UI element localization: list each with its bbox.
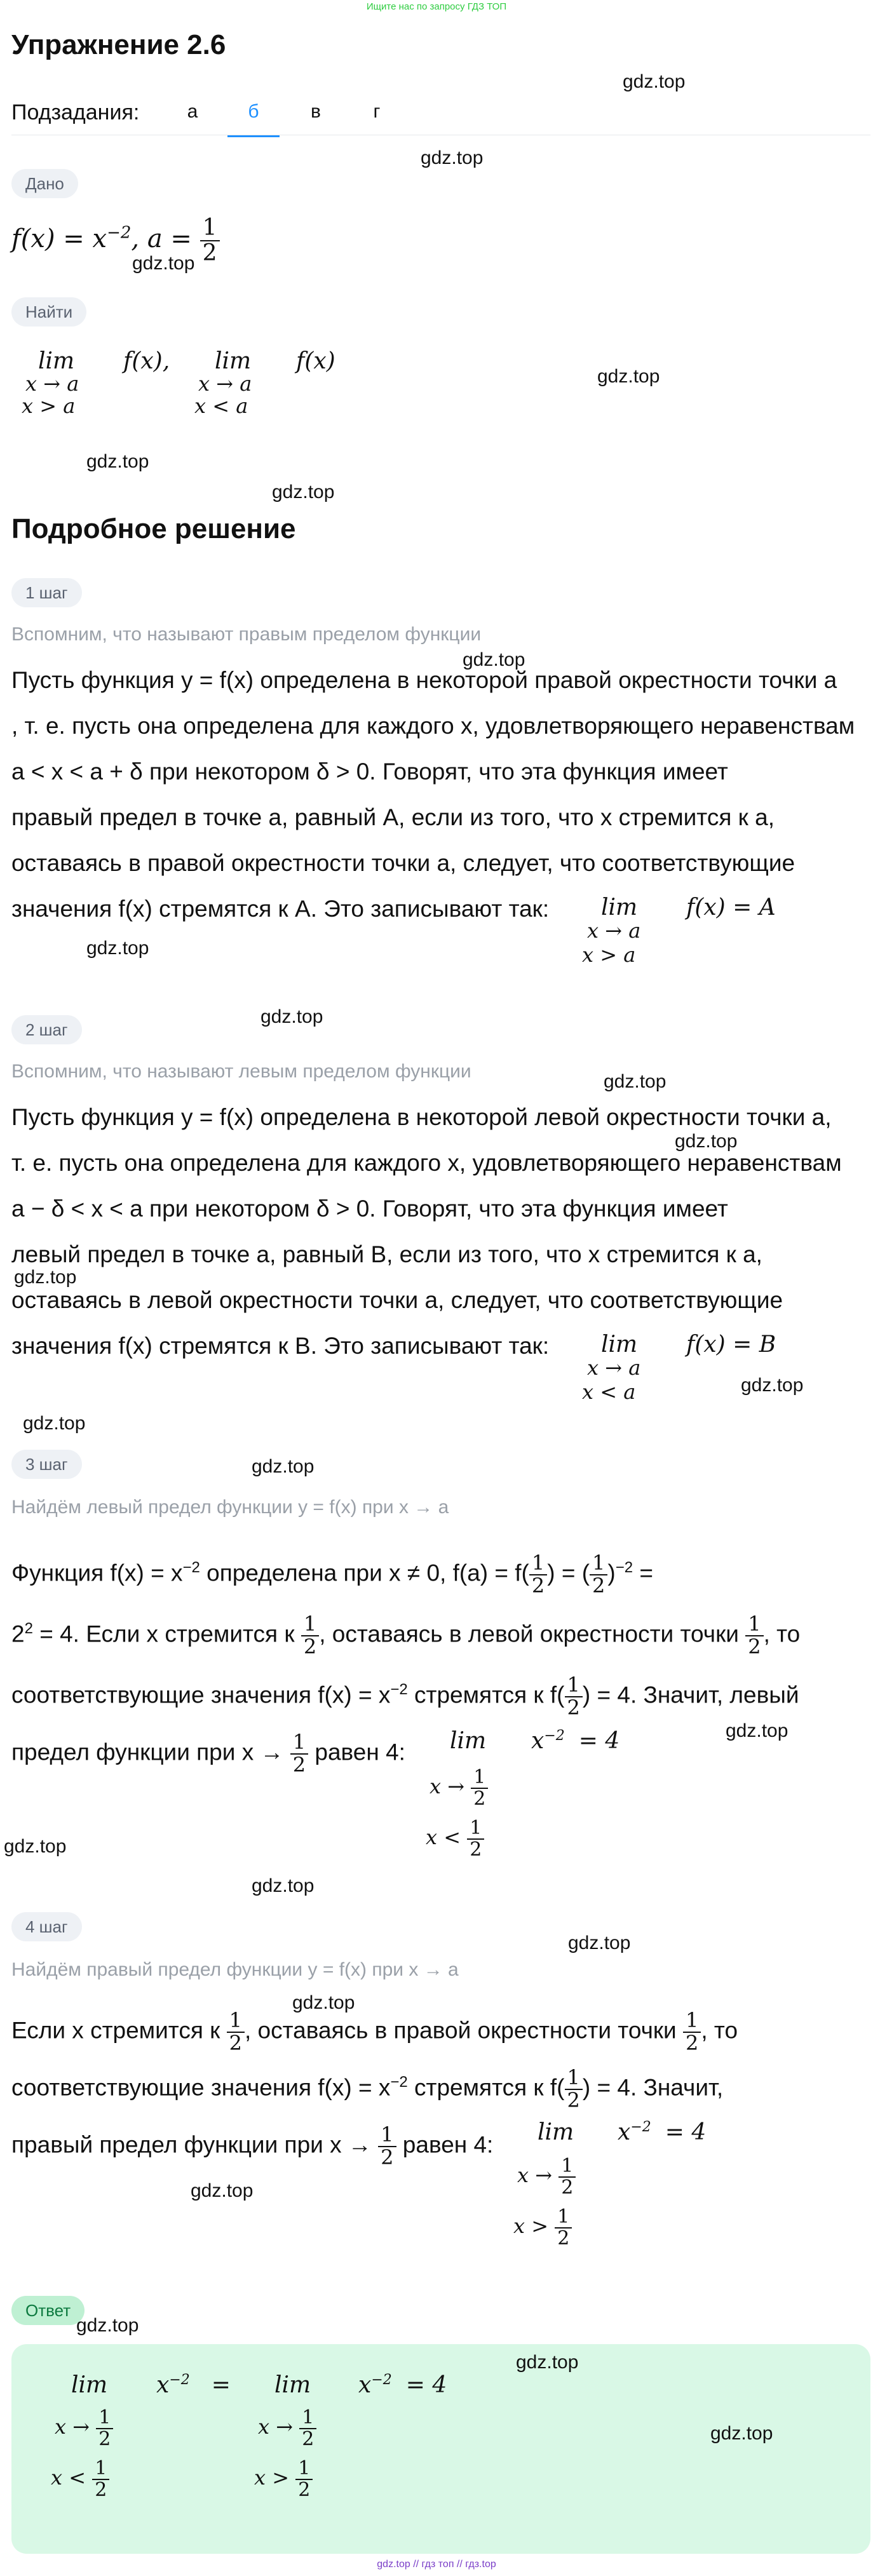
watermark: gdz.top: [604, 1071, 667, 1092]
watermark: gdz.top: [132, 253, 195, 274]
step1-line-6: значения f(x) стремятся к A. Это записывают так:: [11, 896, 550, 922]
watermark: gdz.top: [14, 1267, 77, 1288]
step3-line-4: предел функции при x → $\frac{1}{2}$ равен 4:: [11, 1730, 405, 1777]
watermark: gdz.top: [516, 2352, 579, 2373]
watermark: gdz.top: [421, 147, 484, 168]
step2-caption: Вспомним, что называют левым пределом функции: [11, 1061, 471, 1082]
fraction-half: $\frac{1}{2}$: [565, 2067, 583, 2111]
step1-lim-cond: x > a: [582, 943, 636, 967]
find-lim-1: lim: [38, 348, 75, 374]
watermark: gdz.top: [252, 1875, 315, 1896]
fraction-half: $\frac{1}{2}$: [227, 2010, 245, 2054]
step1-line-4: правый предел в точке a, равный A, если из того, что x стремится к a,: [11, 804, 775, 830]
fraction-half: $\frac{1}{2}$: [378, 2124, 396, 2168]
watermark: gdz.top: [568, 1932, 631, 1953]
step2-line-1: Пусть функция y = f(x) определена в некоторой левой окрестности точки a,: [11, 1104, 832, 1130]
step3-line-2: $2^2 = 4$. Если x стремится к $\frac{1}{2}$ , оставаясь в левой окрестности точки $\frac{1}{2}$ , то: [11, 1612, 801, 1659]
watermark: gdz.top: [741, 1375, 804, 1396]
step1-line-5: оставаясь в правой окрестности точки a, следует, что соответствующие: [11, 850, 795, 876]
tab-v[interactable]: в: [311, 101, 321, 122]
step4-line-1: Если x стремится к $\frac{1}{2}$ , оставаясь в правой окрестности точки $\frac{1}{2}$ , то: [11, 2008, 738, 2055]
step4-line-3: правый предел функции при x → $\frac{1}{2}$ равен 4:: [11, 2122, 494, 2169]
fraction-half: $\frac{1}{2}$: [745, 1614, 763, 1657]
given-fraction: $\frac{1}{2}$: [200, 216, 220, 266]
step2-line-2: т. е. пусть она определена для каждого x, удовлетворяющего неравенствам: [11, 1150, 842, 1176]
watermark: gdz.top: [292, 1992, 355, 2013]
step4-caption: Найдём правый предел функции y = f(x) при x → a: [11, 1959, 459, 1980]
fraction-half: $\frac{1}{2}$: [565, 1675, 583, 1718]
watermark: gdz.top: [261, 1006, 323, 1027]
step2-chip: 2 шаг: [11, 1015, 82, 1044]
step3-chip: 3 шаг: [11, 1450, 82, 1479]
watermark: gdz.top: [4, 1836, 67, 1857]
step2-line-4: левый предел в точке a, равный B, если из того, что x стремится к a,: [11, 1241, 762, 1267]
fraction-half: $\frac{1}{2}$: [290, 1732, 308, 1776]
step1-caption: Вспомним, что называют правым пределом функции: [11, 624, 482, 645]
step1-line-3: a < x < a + δ при некотором δ > 0. Говорят, что эта функция имеет: [11, 759, 728, 785]
step2-lim-cond: x < a: [582, 1380, 636, 1404]
tab-g[interactable]: г: [373, 101, 381, 122]
step2-line-6: значения f(x) стремятся к B. Это записывают так:: [11, 1333, 550, 1359]
answer-right-rhs: $x^{-2} = 4$: [358, 2372, 447, 2398]
answer-right-arrow: x → $\frac{1}{2}$: [258, 2408, 316, 2449]
find-lim-1-arrow: x → a: [25, 372, 79, 396]
answer-right-cond: x > $\frac{1}{2}$: [254, 2458, 313, 2500]
watermark: gdz.top: [623, 71, 686, 92]
step2-lim-rhs: f(x) = B: [686, 1332, 776, 1358]
top-banner[interactable]: Ищите нас по запросу ГДЗ ТОП: [366, 1, 507, 12]
watermark: gdz.top: [86, 451, 149, 472]
fraction-half: $\frac{1}{2}$: [590, 1553, 607, 1596]
step2-line-5: оставаясь в левой окрестности точки a, следует, что соответствующие: [11, 1287, 783, 1313]
step3-lim: lim: [450, 1728, 487, 1754]
fraction-half: $\frac{1}{2}$: [301, 1614, 319, 1657]
watermark: gdz.top: [463, 649, 525, 670]
watermark: gdz.top: [76, 2315, 139, 2336]
step3-lim-cond: x < $\frac{1}{2}$: [426, 1818, 484, 1859]
find-lim-1-cond: x > a: [22, 394, 76, 418]
step1-chip: 1 шаг: [11, 578, 82, 607]
tab-b[interactable]: б: [227, 97, 280, 137]
watermark: gdz.top: [726, 1720, 788, 1741]
find-lim-2-arrow: x → a: [198, 372, 252, 396]
step4-lim-arrow: x → $\frac{1}{2}$: [517, 2156, 576, 2197]
watermark: gdz.top: [272, 482, 335, 502]
watermark: gdz.top: [710, 2423, 773, 2444]
step1-lim-arrow: x → a: [587, 919, 641, 943]
find-f-1: f(x),: [123, 348, 170, 374]
step2-lim: lim: [601, 1332, 638, 1358]
find-lim-2-cond: x < a: [194, 394, 248, 418]
page-title: Упражнение 2.6: [11, 29, 226, 60]
answer-left-rhs: $x^{-2}$ =: [156, 2372, 231, 2398]
step2-line-3: a − δ < x < a при некотором δ > 0. Говорят, что эта функция имеет: [11, 1196, 728, 1222]
step4-lim: lim: [538, 2119, 574, 2145]
tab-a[interactable]: а: [187, 101, 198, 122]
watermark: gdz.top: [23, 1413, 86, 1434]
answer-left-cond: x < $\frac{1}{2}$: [51, 2458, 109, 2500]
given-chip: Дано: [11, 169, 78, 198]
given-a: , a =: [131, 224, 192, 253]
step1-line-1: Пусть функция y = f(x) определена в некоторой правой окрестности точки a: [11, 667, 837, 693]
watermark: gdz.top: [86, 938, 149, 959]
step1-lim-rhs: f(x) = A: [686, 894, 776, 920]
fraction-half: $\frac{1}{2}$: [683, 2010, 701, 2054]
answer-lim-right: lim: [274, 2372, 311, 2398]
watermark: gdz.top: [675, 1131, 738, 1152]
find-lim-2: lim: [215, 348, 252, 374]
answer-chip: Ответ: [11, 2296, 85, 2325]
answer-left-arrow: x → $\frac{1}{2}$: [55, 2408, 113, 2449]
step3-caption: Найдём левый предел функции y = f(x) при x → a: [11, 1497, 449, 1518]
subtasks-label: Подзадания:: [11, 100, 140, 125]
watermark: gdz.top: [597, 366, 660, 387]
step2-lim-arrow: x → a: [587, 1356, 641, 1380]
step3-line-3: соответствующие значения $f(x) = x^{-2}$ стремятся к f( $\frac{1}{2}$ ) = 4. Значит, левый: [11, 1673, 799, 1720]
solution-title: Подробное решение: [11, 513, 296, 544]
given-exp: −2: [107, 223, 132, 243]
watermark: gdz.top: [252, 1456, 315, 1477]
step4-lim-rhs: $x^{-2} = 4$: [618, 2119, 707, 2145]
watermark: gdz.top: [191, 2180, 254, 2201]
step3-line-1: Функция $f(x) = x^{-2}$ определена при x ≠ 0, f(a) = f( $\frac{1}{2}$ ) = ( $\frac{1}{2}$ )$^{-2}$ =: [11, 1551, 653, 1598]
fraction-half: $\frac{1}{2}$: [529, 1553, 547, 1596]
given-f: f(x) = x: [11, 224, 107, 253]
step3-lim-arrow: x → $\frac{1}{2}$: [430, 1767, 488, 1809]
footer-links[interactable]: gdz.top // гдз топ // гдз.top: [377, 2559, 496, 2570]
step4-line-2: соответствующие значения $f(x) = x^{-2}$ стремятся к f( $\frac{1}{2}$ ) = 4. Значит,: [11, 2065, 724, 2112]
find-f-2: f(x): [296, 348, 335, 374]
step1-lim: lim: [601, 894, 638, 920]
step4-chip: 4 шаг: [11, 1912, 82, 1941]
step4-lim-cond: x > $\frac{1}{2}$: [513, 2207, 572, 2248]
step1-line-2: , т. е. пусть она определена для каждого x, удовлетворяющего неравенствам: [11, 713, 855, 739]
find-chip: Найти: [11, 297, 86, 327]
step3-lim-rhs: $x^{-2} = 4$: [531, 1728, 620, 1754]
answer-lim-left: lim: [71, 2372, 108, 2398]
